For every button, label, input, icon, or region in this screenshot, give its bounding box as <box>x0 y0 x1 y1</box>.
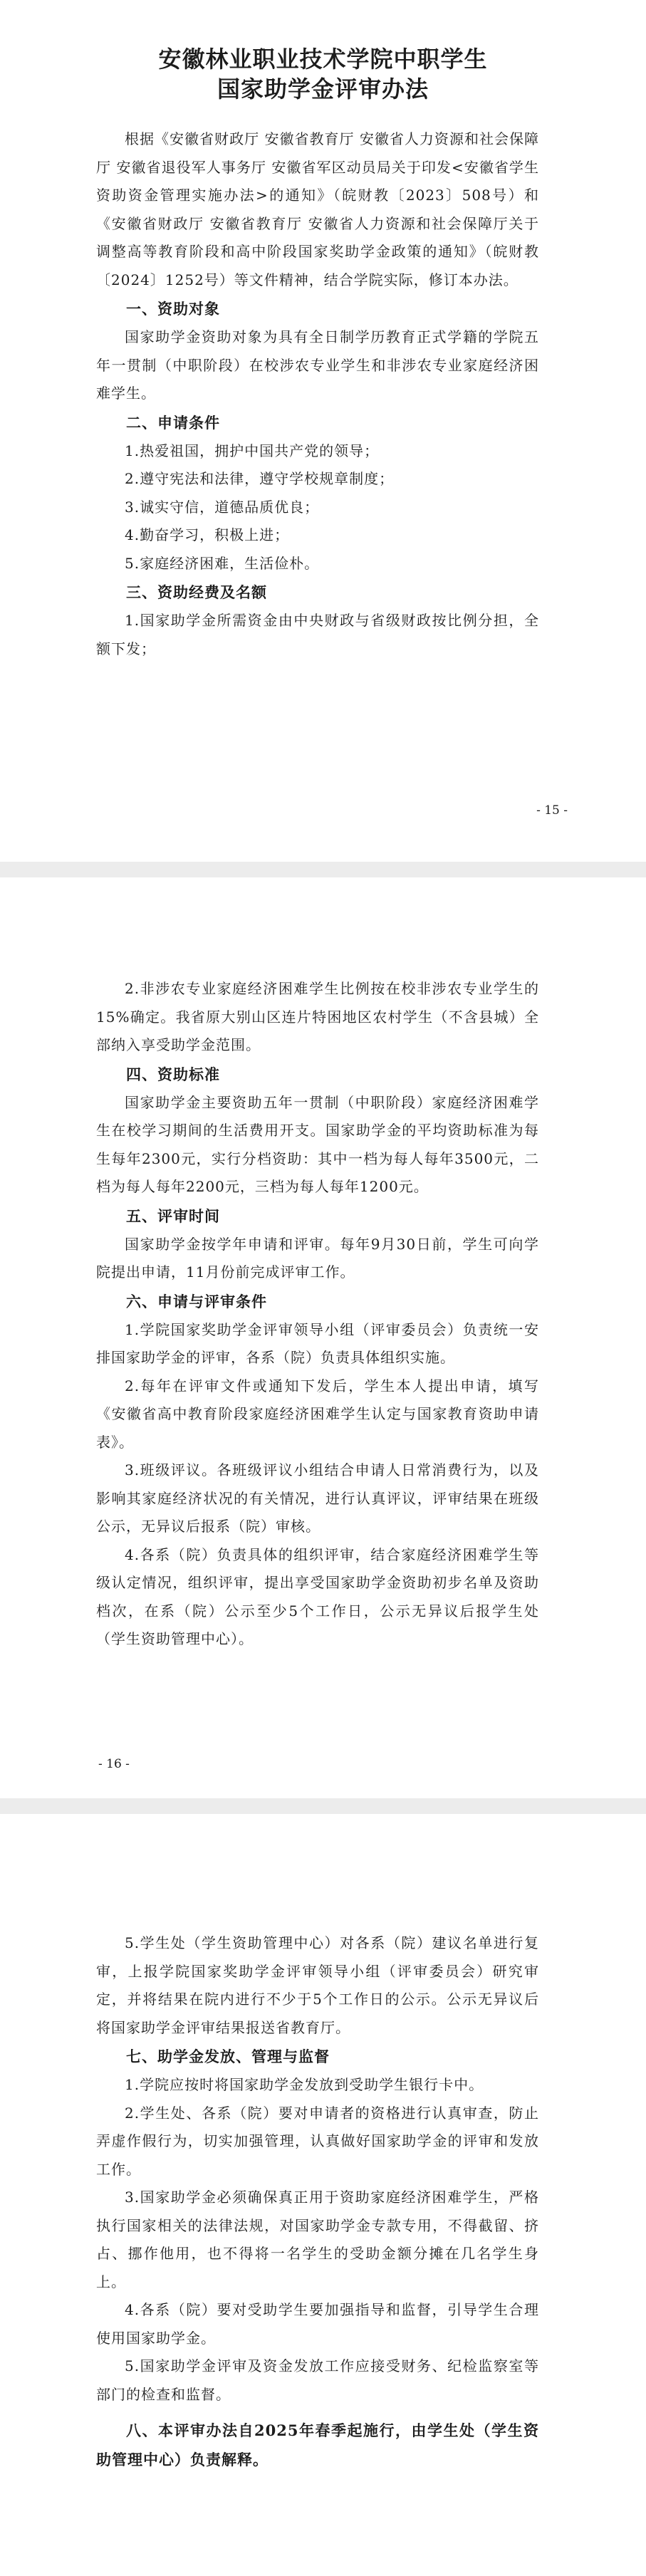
title-line-2: 国家助学金评审办法 <box>217 75 429 103</box>
management-item-1: 1.学院应按时将国家助学金发放到受助学生银行卡中。 <box>125 2076 484 2093</box>
document-page-16 <box>0 877 646 1798</box>
page-gap <box>0 1798 646 1814</box>
funding-item-2: 2.非涉农专业家庭经济困难学生比例按在校非涉农专业学生的15%确定。我省原大别山区连片特困地区农村学生（不含县城）全部纳入享受助学金范围。 <box>96 980 539 1053</box>
section-heading-2: 二、申请条件 <box>126 413 220 432</box>
section-heading-7: 七、助学金发放、管理与监督 <box>126 2048 330 2065</box>
page-number: - 16 - <box>98 1757 130 1771</box>
condition-item-5: 5.家庭经济困难，生活俭朴。 <box>125 554 320 572</box>
management-item-5: 5.国家助学金评审及资金发放工作应接受财务、纪检监察室等部门的检查和监督。 <box>96 2357 539 2403</box>
document-page-15 <box>0 0 646 862</box>
review-item-1: 1.学院国家奖助学金评审领导小组（评审委员会）负责统一安排国家助学金的评审，各系（院）负责具体组织实施。 <box>96 1320 539 1366</box>
standard-paragraph: 国家助学金主要资助五年一贯制（中职阶段）家庭经济困难学生在校学习期间的生活费用开支。国家助学金的平均资助标准为每生每年2300元，实行分档资助：其中一档为每人每年3500元，二档为每人每年2200元，三档为每人每年1200元。 <box>96 1093 539 1195</box>
management-item-4: 4.各系（院）要对受助学生要加强指导和监督，引导学生合理使用国家助学金。 <box>96 2301 539 2347</box>
section-heading-1: 一、资助对象 <box>126 300 220 318</box>
funding-item-1: 1.国家助学金所需资金由中央财政与省级财政按比例分担，全额下发； <box>96 612 539 657</box>
time-paragraph: 国家助学金按学年申请和评审。每年9月30日前，学生可向学院提出申请，11月份前完成评审工作。 <box>96 1235 539 1281</box>
condition-item-3: 3.诚实守信，道德品质优良； <box>125 498 320 516</box>
document-title <box>107 44 539 104</box>
document-page-17 <box>0 1814 646 2576</box>
title-line-1: 安徽林业职业技术学院中职学生 <box>158 46 488 73</box>
section-heading-6: 六、申请与评审条件 <box>126 1292 267 1310</box>
review-item-3: 3.班级评议。各班级评议小组结合申请人日常消费行为，以及影响其家庭经济状况的有关情况，进行认真评议，评审结果在班级公示，无异议后报系（院）审核。 <box>96 1461 539 1535</box>
review-item-2: 2.每年在评审文件或通知下发后，学生本人提出申请，填写《安徽省高中教育阶段家庭经济困难学生认定与国家教育资助申请表》。 <box>96 1377 539 1451</box>
section-heading-4: 四、资助标准 <box>126 1065 220 1083</box>
management-item-3: 3.国家助学金必须确保真正用于资助家庭经济困难学生，严格执行国家相关的法律法规，对国家助学金专款专用，不得截留、挤占、挪作他用，也不得将一名学生的受助金额分摊在几名学生身上。 <box>96 2189 539 2290</box>
section-heading-5: 五、评审时间 <box>126 1206 220 1225</box>
condition-item-4: 4.勤奋学习，积极上进； <box>125 526 290 543</box>
condition-item-2: 2.遵守宪法和法律，遵守学校规章制度； <box>125 470 395 487</box>
section-heading-3: 三、资助经费及名额 <box>126 583 267 601</box>
section-heading-8: 八、本评审办法自2025年春季起施行，由学生处（学生资助管理中心）负责解释。 <box>96 2421 539 2468</box>
page-gap <box>0 862 646 877</box>
intro-paragraph: 根据《安徽省财政厅 安徽省教育厅 安徽省人力资源和社会保障厅 安徽省退役军人事务厅 安徽省军区动员局关于印发<安徽省学生资助资金管理实施办法>的通知》（皖财教〔2023〕508号）和《安徽省财政厅 安徽省教育厅 安徽省人力资源和社会保障厅关于调整高等教育阶段和高中阶段国家奖助学金政策的通知》（皖财教〔2024〕1252号）等文件精神，结合学院实际，修订本办法。 <box>96 130 539 288</box>
condition-item-1: 1.热爱祖国，拥护中国共产党的领导； <box>125 442 380 459</box>
page-number: - 15 - <box>536 803 568 818</box>
management-item-2: 2.学生处、各系（院）要对申请者的资格进行认真审查，防止弄虚作假行为，切实加强管理，认真做好国家助学金的评审和发放工作。 <box>96 2104 539 2178</box>
review-item-5: 5.学生处（学生资助管理中心）对各系（院）建议名单进行复审，上报学院国家奖助学金评审领导小组（评审委员会）研究审定，并将结果在院内进行不少于5个工作日的公示。公示无异议后将国家助学金评审结果报送省教育厅。 <box>96 1934 539 2036</box>
target-paragraph: 国家助学金资助对象为具有全日制学历教育正式学籍的学院五年一贯制（中职阶段）在校涉农专业学生和非涉农专业家庭经济困难学生。 <box>96 328 539 402</box>
review-item-4: 4.各系（院）负责具体的组织评审，结合家庭经济困难学生等级认定情况，组织评审，提出享受国家助学金资助初步名单及资助档次，在系（院）公示至少5个工作日，公示无异议后报学生处（学生资助管理中心）。 <box>96 1545 539 1647</box>
